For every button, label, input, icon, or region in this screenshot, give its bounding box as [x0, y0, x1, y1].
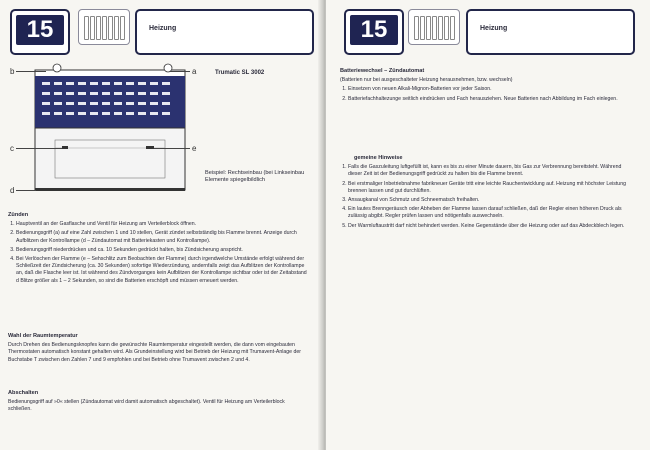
hinweise-item: 2. Bei erstmaliger Inbetriebnahme fabrikneuer Geräte tritt eine leichte Rauchentwicklung auf. Heizung mit höchster Leistung brennen lassen und gut durchlüften. — [348, 181, 635, 195]
raumtemperatur-text: Durch Drehen des Bedienungsknopfes kann die gewünschte Raumtemperatur eingestellt werden, die dann vom eingebauten Thermostaten automatisch konstant gehalten wird. Als Grundeinstellung wird bei Betrieb der Heizung mit Trumavent-Anlage der Buchstabe T zwischen den Zahlen 7 und 9 empfohlen und bei Betrieb ohne Trumavent zwischen 2 und 4. — [8, 342, 301, 363]
abschalten-title: Abschalten — [8, 390, 39, 396]
callout-line-c — [16, 148, 62, 149]
hinweise-section — [340, 155, 635, 232]
callout-line-a — [170, 71, 190, 72]
batterie-step: 2. Batteriefachhaltezunge seitlich eindrücken und Fach herausziehen. Neue Batterien nach Abbildung im Fach einlegen. — [348, 96, 635, 103]
zuenden-step: 1. Hauptventil an der Gasflasche und Ventil für Heizung am Verteilerblock öffnen. — [16, 221, 308, 228]
header-title: Heizung — [480, 25, 508, 32]
hinweise-item: 3. Ansaugkanal von Schmutz und Schneematsch freihalten. — [348, 197, 635, 204]
callout-d: d — [10, 186, 15, 195]
section-number-badge — [10, 9, 70, 55]
zuenden-section — [8, 212, 308, 287]
abschalten-text: Bedienungsgriff auf »0« stellen (Zündautomat wird damit automatisch abgeschaltet). Ventil für Heizung am Verteilerblock schließen. — [8, 399, 285, 413]
heater-illustration — [10, 62, 200, 197]
hinweise-item: 5. Der Warmluftaustritt darf nicht behindert werden. Keine Gegenstände über die Heizung oder auf das Abdeckblech legen. — [348, 223, 635, 230]
batterie-title: Batteriewechsel – Zündautomat — [340, 68, 425, 74]
callout-line-b — [16, 71, 46, 72]
batterie-step: 1. Einsetzen von neuen Alkali-Mignon-Batterien vor jeder Saison. — [348, 86, 635, 93]
callout-c: c — [10, 144, 14, 153]
batterie-subtitle: (Batterien nur bei ausgeschalteter Heizung herausnehmen, bzw. wechseln) — [340, 77, 513, 84]
right-page — [326, 0, 650, 450]
section-number-badge — [344, 9, 404, 55]
example-note: Beispiel: Rechtseinbau (bei Linkseinbau Elemente spiegelbildlich — [205, 170, 305, 184]
callout-line-e — [154, 148, 190, 149]
batterie-section — [340, 68, 635, 105]
model-name: Trumatic SL 3002 — [215, 70, 265, 76]
hinweise-title: gemeine Hinweise — [354, 155, 403, 161]
raumtemperatur-title: Wahl der Raumtemperatur — [8, 333, 78, 339]
section-number: 15 — [350, 15, 398, 45]
abschalten-section — [8, 390, 308, 416]
header-title-box — [466, 9, 635, 55]
header-title: Heizung — [149, 25, 177, 32]
callout-b: b — [10, 67, 15, 76]
heater-diagram — [10, 62, 200, 197]
radiator-icon — [408, 9, 460, 45]
zuenden-step: 4. Bei Verlöschen der Flamme (e – Sehschlitz zum Beobachten der Flamme) durch irgendwelche Umstände erfolgt während der Schließzeit der Zündsicherung (ca. 30 Sekunden) sofortige Wiederzündung, andernfalls zeigt das Aufblitzen der Kontrollampe an, daß die Flasche leer ist. Ist während des Zündvorganges kein Aufblitzen der Kontrollampe sichtbar oder ist der Zeitabstand d Blitze größer als 1 – 2 Sekunden, so sind die Batterien erschöpft und müssen erneuert werden. — [16, 256, 308, 285]
callout-line-d — [16, 190, 36, 191]
callout-a: a — [192, 67, 197, 76]
left-page — [0, 0, 322, 450]
callout-e: e — [192, 144, 197, 153]
section-number: 15 — [16, 15, 64, 45]
radiator-icon — [78, 9, 130, 45]
hinweise-item: 1. Falls die Gaszuleitung luftgefüllt ist, kann es bis zu einer Minute dauern, bis Gas zur Verbrennung bereitsteht. Während dieser Zeit ist der Bedienungsgriff gedrückt zu halten bis die Flamme brennt. — [348, 164, 635, 178]
raumtemperatur-section — [8, 333, 308, 366]
zuenden-step: 2. Bedienungsgriff (a) auf eine Zahl zwischen 1 und 10 stellen, Gerät zündet selbstständig bis Flamme brennt. Anzeige durch Aufblitzen der Kontrollampe (d – Zündautomat mit Batteriekasten und Kontrollampe). — [16, 230, 308, 244]
header-title-box — [135, 9, 314, 55]
zuenden-title: Zünden — [8, 212, 29, 218]
hinweise-item: 4. Ein lautes Brenngeräusch oder Abheben der Flamme lassen darauf schließen, daß der Regler einen höheren Druck als zulässig abgibt. Regler prüfen lassen und nötigenfalls auswechseln. — [348, 206, 635, 220]
zuenden-step: 3. Bedienungsgriff niederdrücken und ca. 10 Sekunden gedrückt halten, bis Zündsicherung anspricht. — [16, 247, 308, 254]
